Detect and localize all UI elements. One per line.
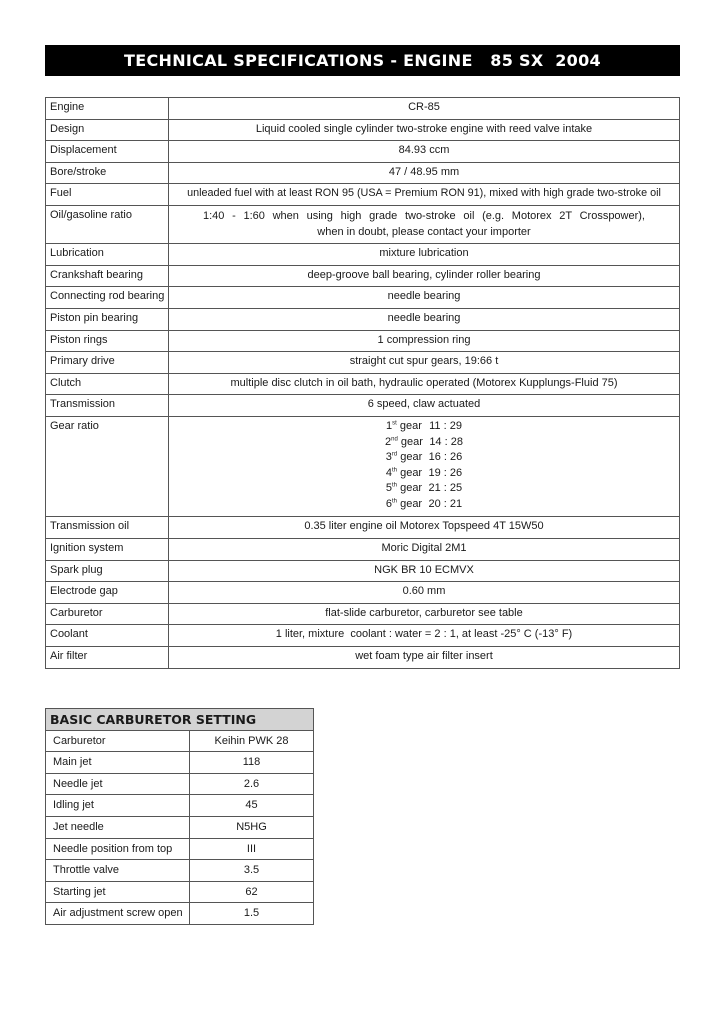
carburetor-setting-table xyxy=(45,708,314,925)
gear-ratio-line: 5th gear 21 : 25 xyxy=(385,482,463,495)
spec-label: Gear ratio xyxy=(46,416,169,517)
spec-label: Oil/gasoline ratio xyxy=(46,205,169,243)
spec-label: Displacement xyxy=(46,141,169,163)
carb-label: Main jet xyxy=(46,752,190,774)
spec-label: Air filter xyxy=(46,647,169,669)
table-row xyxy=(46,539,680,561)
table-row xyxy=(46,773,314,795)
table-row xyxy=(46,730,314,752)
spec-value: 84.93 ccm xyxy=(169,141,680,163)
carb-label: Carburetor xyxy=(46,730,190,752)
spec-label: Carburetor xyxy=(46,603,169,625)
spec-label: Transmission xyxy=(46,395,169,417)
table-header-row xyxy=(46,709,314,731)
spec-value: 0.35 liter engine oil Motorex Topspeed 4T 15W50 xyxy=(169,517,680,539)
spec-value: needle bearing xyxy=(169,287,680,309)
spec-label: Connecting rod bearing xyxy=(46,287,169,309)
carb-label: Needle position from top xyxy=(46,838,190,860)
carb-value: 118 xyxy=(190,752,314,774)
table-row xyxy=(46,287,680,309)
spec-value: Liquid cooled single cylinder two-stroke engine with reed valve intake xyxy=(169,119,680,141)
page-title: TECHNICAL SPECIFICATIONS - ENGINE 85 SX 2004 xyxy=(45,45,680,76)
spec-value: NGK BR 10 ECMVX xyxy=(169,560,680,582)
carb-label: Jet needle xyxy=(46,816,190,838)
table-row xyxy=(46,795,314,817)
table-row xyxy=(46,517,680,539)
spec-label: Electrode gap xyxy=(46,582,169,604)
carb-value: 62 xyxy=(190,881,314,903)
gear-ratio-line: 1st gear 11 : 29 xyxy=(386,419,462,432)
table-row xyxy=(46,205,680,243)
spec-value: 0.60 mm xyxy=(169,582,680,604)
spec-label: Spark plug xyxy=(46,560,169,582)
table-row xyxy=(46,330,680,352)
table-row xyxy=(46,647,680,669)
spec-value: straight cut spur gears, 19:66 t xyxy=(169,352,680,374)
spec-value: wet foam type air filter insert xyxy=(169,647,680,669)
spec-label: Clutch xyxy=(46,373,169,395)
spec-value: needle bearing xyxy=(169,308,680,330)
spec-label: Bore/stroke xyxy=(46,162,169,184)
table-row xyxy=(46,141,680,163)
carb-value: Keihin PWK 28 xyxy=(190,730,314,752)
spec-value: 6 speed, claw actuated xyxy=(169,395,680,417)
spec-value: 1 compression ring xyxy=(169,330,680,352)
spec-label: Engine xyxy=(46,98,169,120)
table-row xyxy=(46,560,680,582)
spec-value: multiple disc clutch in oil bath, hydraulic operated (Motorex Kupplungs-Fluid 75) xyxy=(169,373,680,395)
carb-value: III xyxy=(190,838,314,860)
table-row xyxy=(46,603,680,625)
spec-value: flat-slide carburetor, carburetor see table xyxy=(169,603,680,625)
spec-label: Ignition system xyxy=(46,539,169,561)
table-row xyxy=(46,244,680,266)
table-row xyxy=(46,816,314,838)
spec-label: Lubrication xyxy=(46,244,169,266)
carb-value: 2.6 xyxy=(190,773,314,795)
gear-ratio-list xyxy=(169,416,680,517)
carb-label: Air adjustment screw open xyxy=(46,903,190,925)
carb-value: 1.5 xyxy=(190,903,314,925)
gear-ratio-line: 2nd gear 14 : 28 xyxy=(385,435,463,448)
table-row xyxy=(46,308,680,330)
spec-value-line: 1:40 - 1:60 when using high grade two-stroke oil (e.g. Motorex 2T Crosspower), xyxy=(203,209,645,222)
table-row xyxy=(46,373,680,395)
table-row xyxy=(46,881,314,903)
carb-label: Needle jet xyxy=(46,773,190,795)
gear-ratio-line: 3rd gear 16 : 26 xyxy=(385,451,463,464)
spec-value: Moric Digital 2M1 xyxy=(169,539,680,561)
table-row xyxy=(46,625,680,647)
carburetor-setting-heading: BASIC CARBURETOR SETTING xyxy=(46,709,314,731)
carb-label: Throttle valve xyxy=(46,860,190,882)
table-row xyxy=(46,860,314,882)
table-row xyxy=(46,838,314,860)
carb-label: Starting jet xyxy=(46,881,190,903)
spec-label: Coolant xyxy=(46,625,169,647)
spec-value: mixture lubrication xyxy=(169,244,680,266)
table-row xyxy=(46,903,314,925)
spec-label: Design xyxy=(46,119,169,141)
spec-value: unleaded fuel with at least RON 95 (USA = Premium RON 91), mixed with high grade two-stroke oil xyxy=(169,184,680,206)
spec-value xyxy=(169,205,680,243)
table-row xyxy=(46,352,680,374)
table-row xyxy=(46,582,680,604)
table-row xyxy=(46,395,680,417)
spec-label: Crankshaft bearing xyxy=(46,265,169,287)
spec-value-line: when in doubt, please contact your importer xyxy=(317,225,531,238)
spec-label: Transmission oil xyxy=(46,517,169,539)
table-row xyxy=(46,416,680,517)
gear-ratio-line: 6th gear 20 : 21 xyxy=(385,497,463,510)
spec-label: Primary drive xyxy=(46,352,169,374)
spec-value: 1 liter, mixture coolant : water = 2 : 1, at least -25° C (-13° F) xyxy=(169,625,680,647)
gear-ratio-line: 4th gear 19 : 26 xyxy=(385,466,463,479)
table-row xyxy=(46,119,680,141)
table-row xyxy=(46,98,680,120)
engine-spec-table xyxy=(45,97,680,669)
table-row xyxy=(46,752,314,774)
spec-value: deep-groove ball bearing, cylinder roller bearing xyxy=(169,265,680,287)
spec-label: Piston rings xyxy=(46,330,169,352)
spec-label: Piston pin bearing xyxy=(46,308,169,330)
carb-value: 45 xyxy=(190,795,314,817)
carb-value: 3.5 xyxy=(190,860,314,882)
spec-value: 47 / 48.95 mm xyxy=(169,162,680,184)
spec-value: CR-85 xyxy=(169,98,680,120)
table-row xyxy=(46,162,680,184)
carb-label: Idling jet xyxy=(46,795,190,817)
table-row xyxy=(46,184,680,206)
carb-value: N5HG xyxy=(190,816,314,838)
table-row xyxy=(46,265,680,287)
spec-label: Fuel xyxy=(46,184,169,206)
